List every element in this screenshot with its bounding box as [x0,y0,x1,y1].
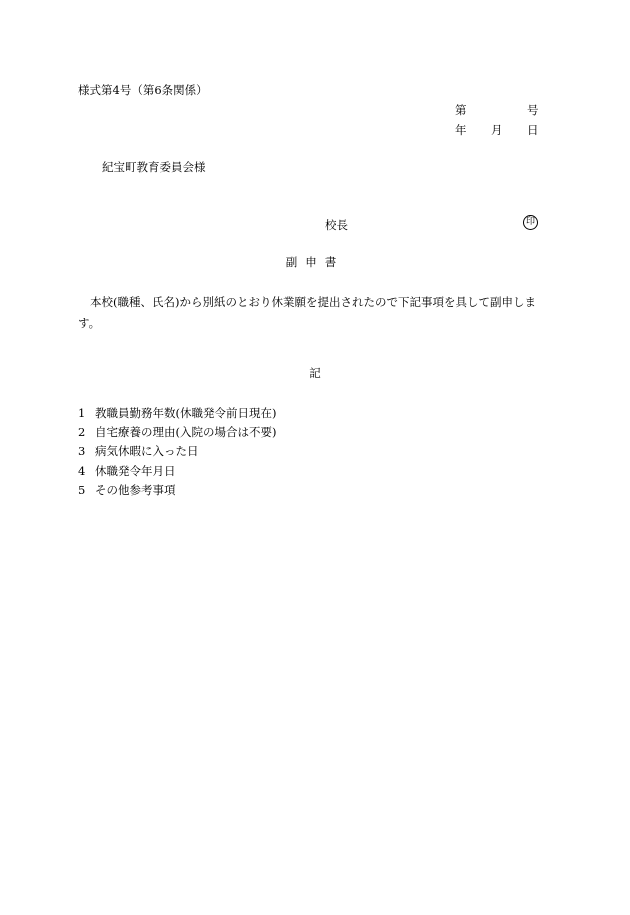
date-day-label: 日 [527,123,539,137]
seal-mark: 印 [523,215,538,230]
item-number: 3 [78,444,86,459]
principal-label: 校長 [325,218,348,232]
doc-number-label: 第 [455,103,467,117]
item-number: 5 [78,482,86,497]
list-item [78,423,276,442]
list-item [78,442,276,461]
item-text: 自宅療養の理由(入院の場合は不要) [95,425,277,440]
form-number: 様式第4号（第6条関係） [78,83,208,97]
item-text: その他参考事項 [95,482,176,497]
item-text: 教職員勤務年数(休職発令前日現在) [95,406,277,420]
doc-number-suffix: 号 [527,103,539,117]
document-title: 副申書 [285,255,345,269]
item-text: 病気休暇に入った日 [95,444,199,459]
list-item [78,481,276,500]
date-year-label: 年 [455,123,467,137]
item-text: 休職発令年月日 [95,463,176,478]
body-paragraph: 本校(職種、氏名)から別紙のとおり休業願を提出されたので下記事項を具して副申します。 [78,295,536,330]
list-item [78,462,276,481]
item-number: 4 [78,463,86,478]
items-list [78,404,276,500]
item-number: 1 [78,406,86,420]
list-item [78,404,276,423]
item-number: 2 [78,425,86,440]
date-month-label: 月 [491,123,503,137]
ki-heading: 記 [309,366,321,380]
addressee: 紀宝町教育委員会様 [102,160,206,174]
